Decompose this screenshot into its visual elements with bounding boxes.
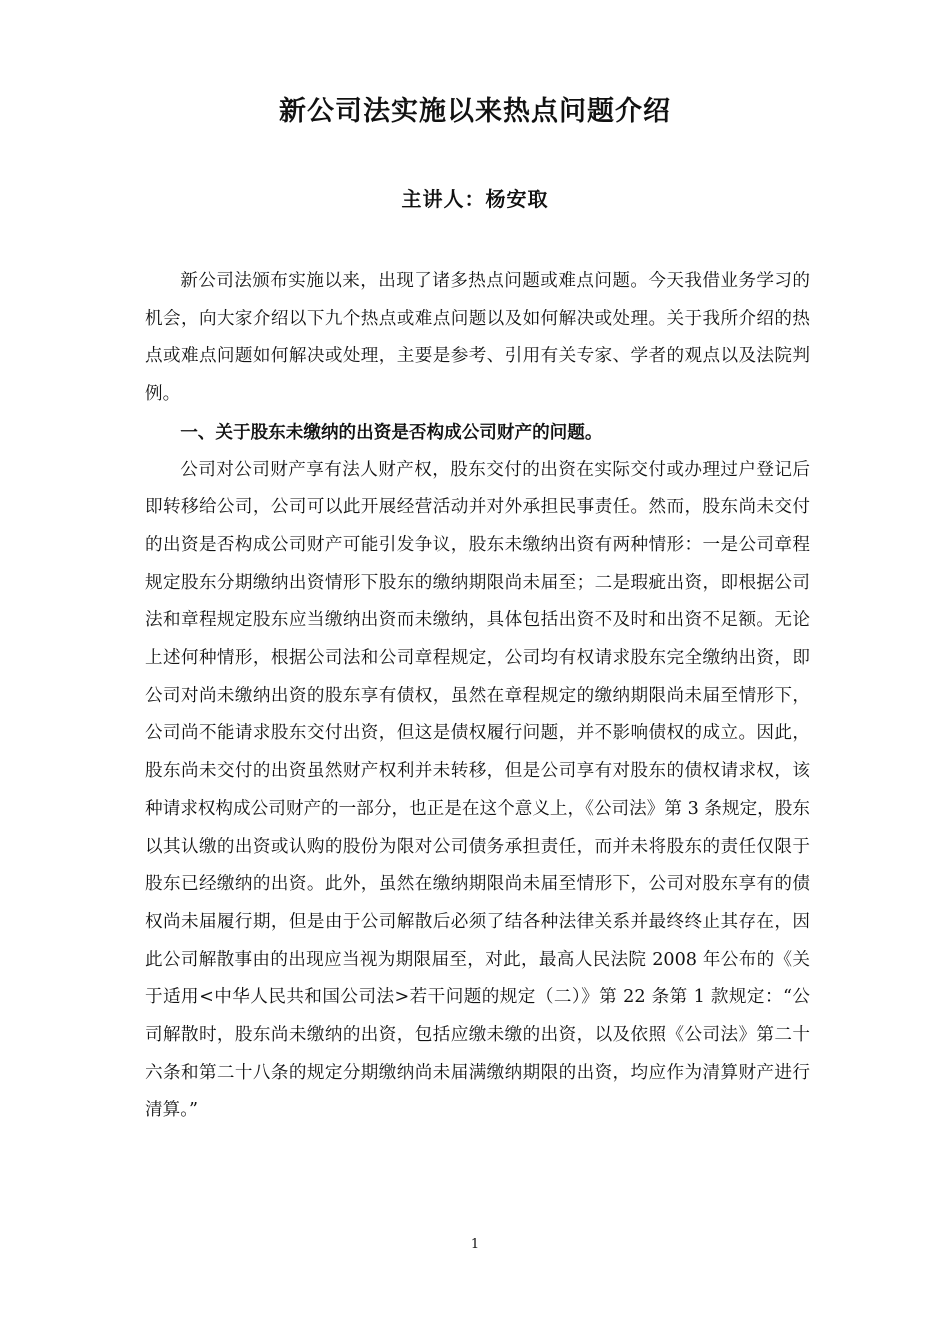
- document-title: 新公司法实施以来热点问题介绍: [279, 96, 671, 127]
- speaker-line: 主讲人：杨安取: [401, 187, 549, 211]
- page-number: 1: [470, 1237, 480, 1252]
- section-heading-1: 一、关于股东未缴纳的出资是否构成公司财产的问题。: [180, 421, 603, 443]
- intro-paragraph: 新公司法颁布实施以来，出现了诸多热点问题或难点问题。今天我借业务学习的机会，向大家介绍以下九个热点或难点问题以及如何解决或处理。关于我所介绍的热点或难点问题如何解决或处理，主要是参考、引用有关专家、学者的观点以及法院判例。: [145, 271, 810, 405]
- document-body: [145, 263, 810, 1130]
- section-1-paragraph: 公司对公司财产享有法人财产权，股东交付的出资在实际交付或办理过户登记后即转移给公司，公司可以此开展经营活动并对外承担民事责任。然而，股东尚未交付的出资是否构成公司财产可能引发争议，股东未缴纳出资有两种情形：一是公司章程规定股东分期缴纳出资情形下股东的缴纳期限尚未届至；二是瑕疵出资，即根据公司法和章程规定股东应当缴纳出资而未缴纳，具体包括出资不及时和出资不足额。无论上述何种情形，根据公司法和公司章程规定，公司均有权请求股东完全缴纳出资，即公司对尚未缴纳出资的股东享有债权，虽然在章程规定的缴纳期限尚未届至情形下，公司尚不能请求股东交付出资，但这是债权履行问题，并不影响债权的成立。因此，股东尚未交付的出资虽然财产权利并未转移，但是公司享有对股东的债权请求权，该种请求权构成公司财产的一部分，也正是在这个意义上，《公司法》第 3 条规定，股东以其认缴的出资或认购的股份为限对公司债务承担责任，而并未将股东的责任仅限于股东已经缴纳的出资。此外，虽然在缴纳期限尚未届至情形下，公司对股东享有的债权尚未届履行期，但是由于公司解散后必须了结各种法律关系并最终终止其存在，因此公司解散事由的出现应当视为期限届至，对此，最高人民法院 2008 年公布的《关于适用<中华人民共和国公司法>若干问题的规定（二）》第 22 条第 1 款规定：“公司解散时，股东尚未缴纳的出资，包括应缴未缴的出资，以及依照《公司法》第二十六条和第二十八条的规定分期缴纳尚未届满缴纳期限的出资，均应作为清算财产进行清算。”: [145, 459, 810, 1121]
